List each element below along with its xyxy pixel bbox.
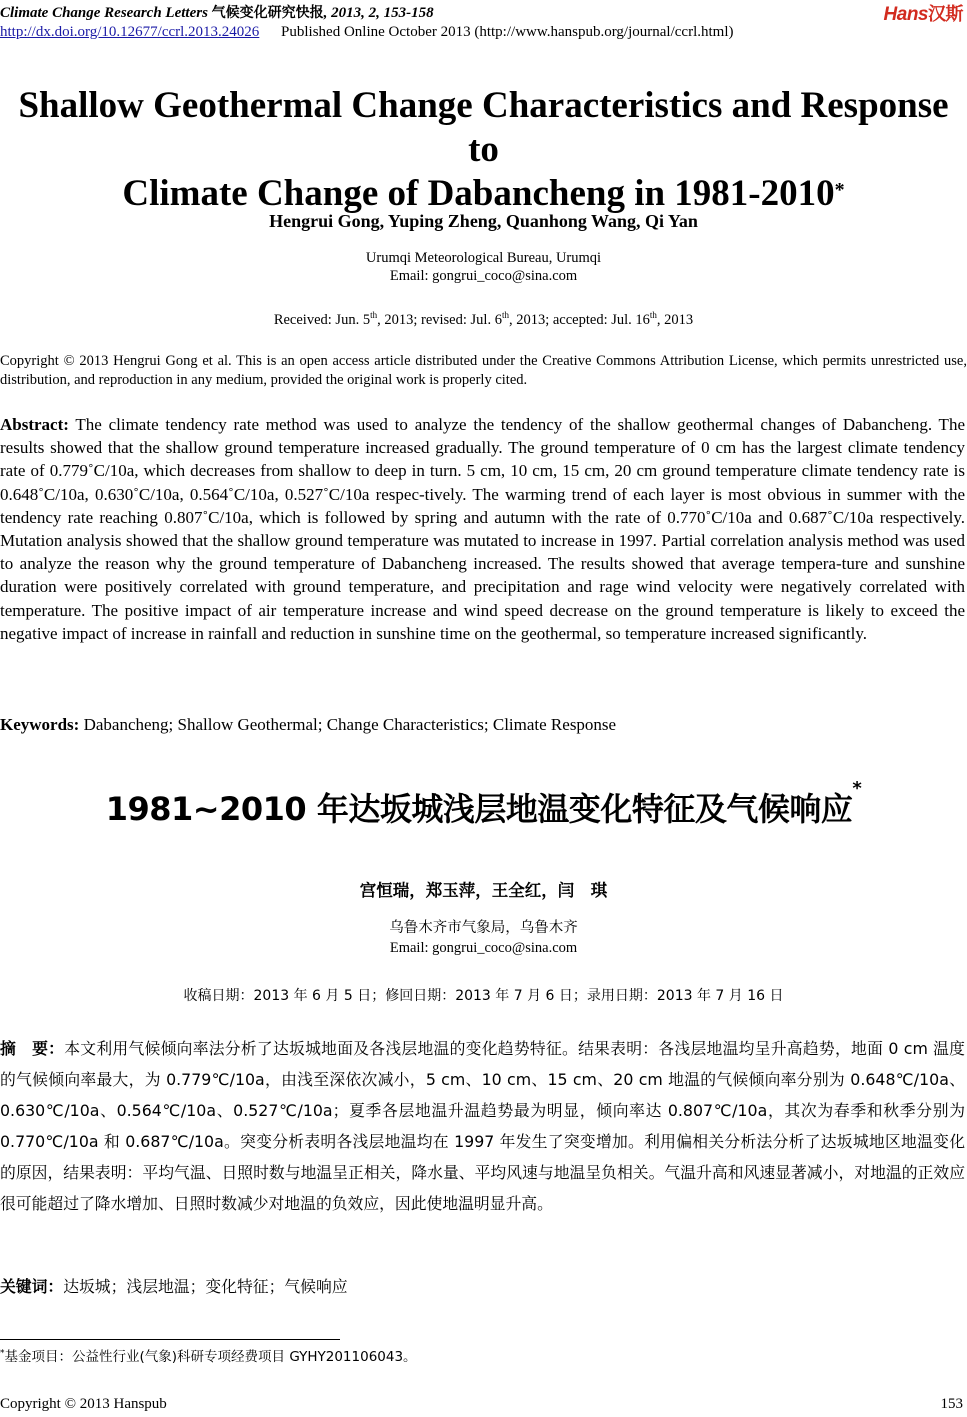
doi-line bbox=[0, 24, 733, 41]
title-footnote-mark: * bbox=[834, 179, 845, 201]
journal-name-cn: 气候变化研究快报 bbox=[211, 5, 324, 21]
dates-en: Received: Jun. 5th, 2013; revised: Jul. 6th, 2013; accepted: Jul. 16th, 2013 bbox=[273, 310, 694, 328]
publisher-logo: Hans汉斯 bbox=[883, 4, 963, 25]
page-number: 153 bbox=[940, 1396, 963, 1412]
citation: , 2013, 2, 153-158 bbox=[323, 5, 434, 21]
keywords-cn-label: 关键词： bbox=[0, 1277, 64, 1296]
doi-link[interactable]: http://dx.doi.org/10.12677/ccrl.2013.24026 bbox=[0, 24, 260, 40]
keywords-label: Keywords: bbox=[0, 715, 80, 734]
email-cn: Email: gongrui_coco@sina.com bbox=[389, 940, 578, 956]
abstract-cn-label: 摘 要： bbox=[0, 1039, 65, 1058]
abstract-cn-text: 本文利用气候倾向率法分析了达坂城地面及各浅层地温的变化趋势特征。结果表明：各浅层地温均呈升高趋势，地面 0 cm 温度的气候倾向率最大，为 0.779℃/10a，由浅至深依次减小，5 cm、10 cm、15 cm、20 cm 地温的气候倾向率分别为 0.648℃/10a、0.630℃/10a、0.564℃/10a、0.527℃/10a；夏季各层地温升温趋势最为明显，倾向率达 0.807℃/10a，其次为春季和秋季分别为 0.770℃/10a 和 0.687℃/10a。突变分析表明各浅层地温均在 1997 年发生了突变增加。利用偏相关分析法分析了达坂城地区地温变化的原因，结果表明：平均气温、日照时数与地温呈正相关，降水量、平均风速与地温呈负相关。气温升高和风速显著减小，对地温的正效应很可能超过了降水增加、日照时数减少对地温的负效应，因此使地温明显升高。 bbox=[0, 1039, 965, 1213]
keywords-cn-text: 达坂城；浅层地温；变化特征；气候响应 bbox=[63, 1277, 348, 1296]
publication-info: Published Online October 2013 (http://www.hanspub.org/journal/ccrl.html) bbox=[281, 24, 734, 40]
affiliation-cn: 乌鲁木齐市气象局，乌鲁木齐 Email: gongrui_coco@sina.com bbox=[0, 918, 967, 958]
abstract-label: Abstract: bbox=[0, 415, 69, 434]
footer-copyright: Copyright © 2013 Hanspub bbox=[0, 1396, 167, 1412]
keywords-cn bbox=[0, 1274, 348, 1297]
dates-cn: 收稿日期：2013 年 6 月 5 日；修回日期：2013 年 7 月 6 日；录用日期：2013 年 7 月 16 日 bbox=[183, 988, 784, 1004]
email-en: Email: gongrui_coco@sina.com bbox=[389, 268, 578, 284]
funding-footnote: *基金项目：公益性行业(气象)科研专项经费项目 GYHY201106043。 bbox=[0, 1348, 417, 1365]
affiliation-en: Urumqi Meteorological Bureau, Urumqi Email: gongrui_coco@sina.com bbox=[0, 249, 967, 285]
abstract-en bbox=[0, 413, 965, 645]
keywords-text: Dabancheng; Shallow Geothermal; Change Characteristics; Climate Response bbox=[83, 715, 617, 734]
journal-name-en: Climate Change Research Letters bbox=[0, 5, 208, 21]
paper-title-cn: 1981~2010 年达坂城浅层地温变化特征及气候响应* bbox=[105, 778, 862, 828]
paper-title-en: Shallow Geothermal Change Characteristics and Response to Climate Change of Dabancheng in 1981-2010* bbox=[18, 85, 949, 214]
authors-cn: 宫恒瑞，郑玉萍，王全红，闫 琪 bbox=[359, 881, 608, 900]
copyright-notice: Copyright © 2013 Hengrui Gong et al. This is an open access article distributed under the Creative Commons Attribution License, which permits unrestricted use, distribution, and reproduction in any medium, provided the original work is properly cited. bbox=[0, 353, 967, 388]
running-header bbox=[0, 2, 434, 22]
abstract-cn bbox=[0, 1033, 965, 1219]
abstract-text: The climate tendency rate method was used to analyze the tendency of the shallow geothermal changes of Dabancheng. The results showed that the shallow ground temperature increased gradually. The ground temperature of 0 cm has the largest climate tendency rate of 0.779˚C/10a, which decreases from shallow to deep in turn. 5 cm, 10 cm, 15 cm, 20 cm ground temperature climate tendency rate is 0.648˚C/10a, 0.630˚C/10a, 0.564˚C/10a, 0.527˚C/10a respec-tively. The warming trend of each layer is most obvious in summer with the tendency rate reaching 0.807˚C/10a, which is followed by spring and autumn with the rate of 0.770˚C/10a and 0.687˚C/10a respectively. Mutation analysis showed that the shallow ground temperature was mutated to increase in 1997. Partial correlation analysis method was used to analyze the reason why the ground temperature of Dabancheng increased. The results showed that average tempera-ture and sunshine duration were positively correlated with ground temperature, and precipitation and rage wind velocity were negatively correlated with temperature. The positive impact of air temperature increase and wind speed decrease on the ground temperature is likely to exceed the negative impact of increase in rainfall and reduction in sunshine time on the geothermal, so temperature increased significantly. bbox=[0, 415, 965, 643]
authors-en: Hengrui Gong, Yuping Zheng, Quanhong Wang, Qi Yan bbox=[269, 211, 698, 231]
footnote-divider bbox=[0, 1339, 340, 1340]
keywords-en bbox=[0, 715, 616, 735]
